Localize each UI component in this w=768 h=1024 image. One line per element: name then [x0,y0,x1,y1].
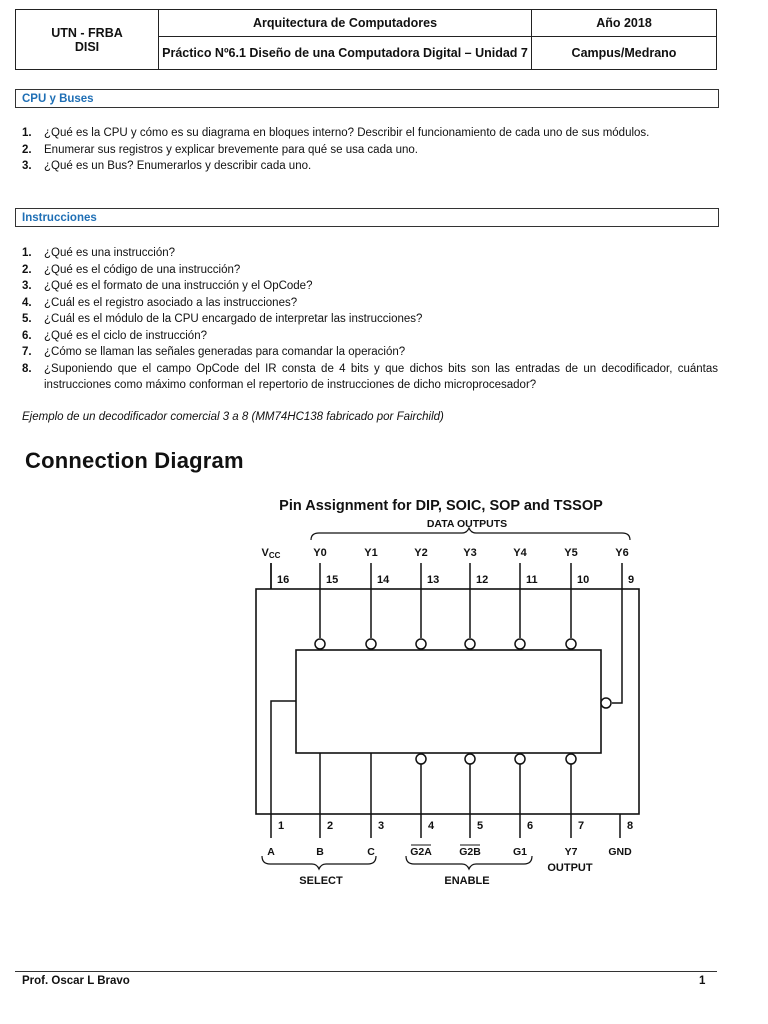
package-outline [256,589,639,814]
pin-name-label: GND [608,846,632,858]
pin-number-label: 2 [327,820,334,832]
item-number: 7. [22,346,32,358]
item-number: 4. [22,296,32,309]
pin-name-label: B [316,846,324,858]
pin-number-label: 5 [477,820,484,832]
inversion-bubble [515,754,525,764]
item-number: 6. [22,329,32,342]
section-heading-instructions: Instrucciones [15,208,719,227]
item-number: 1. [22,247,32,259]
pin-number-label: 13 [427,574,440,586]
example-caption: Ejemplo de un decodificador comercial 3 a 8 (MM74HC138 fabricado por Fairchild) [22,411,444,423]
pin-name-label: Y4 [513,547,527,559]
pin-number-label: 10 [577,574,590,586]
pin-name-label: Y3 [463,547,477,559]
pin-number-label: 9 [628,574,635,586]
pin-number-label: 6 [527,820,534,832]
pin-name-label: Y1 [364,547,378,559]
pin-number-label: 14 [377,574,390,586]
pin-number-label: 8 [627,820,634,832]
inversion-bubble [465,639,475,649]
inversion-bubble [416,639,426,649]
item-text: Enumerar sus registros y explicar brevemente para qué se usa cada uno. [44,143,418,156]
pin-name-label: Y5 [564,547,578,559]
data-outputs-label: DATA OUTPUTS [426,518,508,530]
enable-label: ENABLE [444,875,490,887]
item-text: ¿Cuál es el registro asociado a las instrucciones? [44,296,298,309]
pin-number-label: 16 [277,574,290,586]
pin-number-label: 3 [378,820,385,832]
item-text: ¿Cómo se llaman las señales generadas para comandar la operación? [44,346,406,358]
department-name: DISI [74,39,100,54]
practice-title: Práctico Nº6.1 Diseño de una Computadora Digital – Unidad 7 [159,37,532,70]
pin-name-label: Y6 [615,547,629,559]
item-number: 8. [22,362,32,375]
pin-number-label: 1 [278,820,285,832]
section-heading-cpu: CPU y Buses [15,89,719,108]
pin-name-label: Y0 [313,547,327,559]
select-label: SELECT [299,875,343,887]
item-text: ¿Qué es una instrucción? [44,247,176,259]
a-input-wire [271,701,296,814]
subject-title: Arquitectura de Computadores [159,10,532,37]
inversion-bubble [515,639,525,649]
year-label: Año 2018 [532,10,717,37]
item-number: 2. [22,263,32,276]
inversion-bubble [366,639,376,649]
item-text: ¿Qué es el ciclo de instrucción? [44,329,207,342]
pin-number-label: 15 [326,574,339,586]
item-number: 1. [22,127,32,139]
item-text: ¿Qué es el código de una instrucción? [44,263,241,276]
item-number: 3. [22,160,32,172]
footer-author: Prof. Oscar L Bravo [22,975,130,987]
inversion-bubble [566,754,576,764]
pin-number-label: 11 [526,574,538,586]
pin-name-label: C [367,846,375,858]
item-text: ¿Cuál es el módulo de la CPU encargado de interpretar las instrucciones? [44,313,423,325]
pin-name-label: Y2 [414,547,428,559]
y6-wire [612,589,622,703]
item-text: ¿Qué es la CPU y cómo es su diagrama en bloques interno? Describir el funcionamiento de cada uno de sus módulos. [44,127,650,139]
campus-label: Campus/Medrano [532,37,717,70]
page-number: 1 [699,975,706,987]
pin-name-label: G2B [459,846,481,858]
pin-name-label: A [267,846,275,858]
decoder-block [296,650,601,753]
pin-name-label: G1 [512,846,528,858]
institution-name: UTN - FRBA [51,25,123,40]
item-text: ¿Suponiendo que el campo OpCode del IR consta de 4 bits y que dichos bits son las entradas de un decodificador, cuántas instrucciones como máximo conforman el repertorio de instrucciones de dicho microprocesador? [44,362,718,391]
pin-name-label: G2A [410,846,432,858]
footer-divider [15,971,717,972]
connection-diagram-title: Connection Diagram [25,448,244,473]
inversion-bubble [416,754,426,764]
output-label: OUTPUT [547,862,593,874]
pin-assignment-title: Pin Assignment for DIP, SOIC, SOP and TSSOP [279,498,603,514]
pin-number-label: 12 [476,574,489,586]
pin-number-label: 7 [578,820,585,832]
inversion-bubble [601,698,611,708]
pin-name-label: VCC [261,547,281,560]
pin-number-label: 4 [428,820,435,832]
inversion-bubble [566,639,576,649]
item-text: ¿Qué es el formato de una instrucción y el OpCode? [44,280,313,292]
item-number: 3. [22,280,32,292]
item-number: 5. [22,313,32,325]
pin-name-label: Y7 [564,846,578,858]
inversion-bubble [315,639,325,649]
item-number: 2. [22,143,32,156]
inversion-bubble [465,754,475,764]
item-text: ¿Qué es un Bus? Enumerarlos y describir cada uno. [44,160,312,172]
data-outputs-brace [311,528,630,540]
